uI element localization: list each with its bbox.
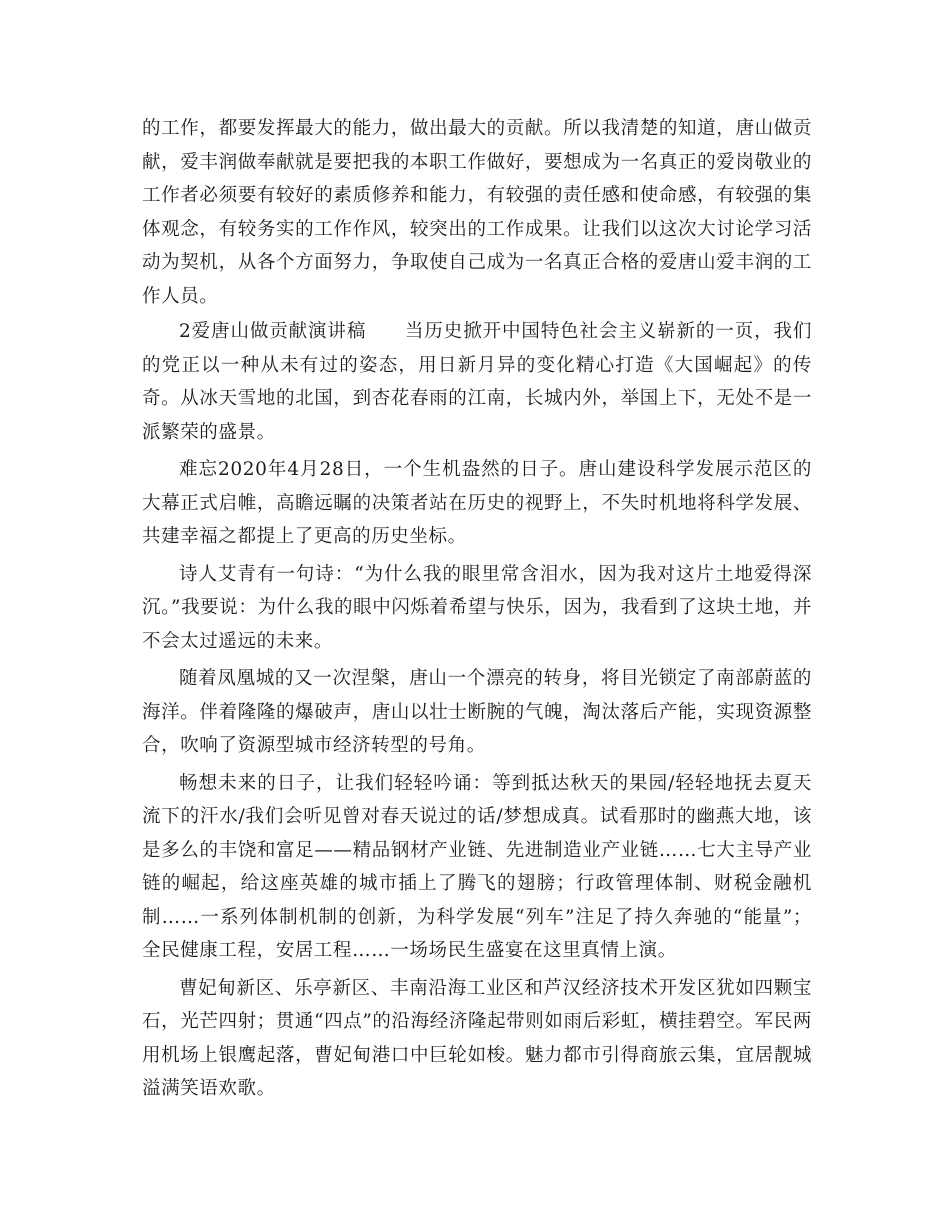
paragraph-2: 2爱唐山做贡献演讲稿 当历史掀开中国特色社会主义崭新的一页，我们的党正以一种从未有过的姿态，用日新月异的变化精心打造《大国崛起》的传奇。从冰天雪地的北国，到杏花春雨的江南，长城内外，举国上下，无处不是一派繁荣的盛景。: [142, 321, 812, 443]
paragraph-3: 难忘2020年4月28日，一个生机盎然的日子。唐山建设科学发展示范区的大幕正式启帷，高瞻远瞩的决策者站在历史的视野上，不失时机地将科学发展、共建幸福之都提上了更高的历史坐标。: [142, 459, 812, 547]
paragraph-5: 随着凤凰城的又一次涅槃，唐山一个漂亮的转身，将目光锁定了南部蔚蓝的海洋。伴着隆隆的爆破声，唐山以壮士断腕的气魄，淘汰落后产能，实现资源整合，吹响了资源型城市经济转型的号角。: [142, 668, 812, 756]
document-body: [142, 112, 812, 1106]
paragraph-6: 畅想未来的日子，让我们轻轻吟诵：等到抵达秋天的果园/轻轻地抚去夏天流下的汗水/我们会听见曾对春天说过的话/梦想成真。试看那时的幽燕大地，该是多么的丰饶和富足——精品钢材产业链、先进制造业产业链……七大主导产业链的崛起，给这座英雄的城市插上了腾飞的翅膀；行政管理体制、财税金融机制……一系列体制机制的创新，为科学发展“列车”注足了持久奔驰的“能量”；全民健康工程，安居工程……一场场民生盛宴在这里真情上演。: [142, 772, 812, 961]
paragraph-7: 曹妃甸新区、乐亭新区、丰南沿海工业区和芦汉经济技术开发区犹如四颗宝石，光芒四射；贯通“四点”的沿海经济隆起带则如雨后彩虹，横挂碧空。军民两用机场上银鹰起落，曹妃甸港口中巨轮如梭。魅力都市引得商旅云集，宜居靓城溢满笑语欢歌。: [142, 977, 812, 1099]
paragraph-1: 的工作，都要发挥最大的能力，做出最大的贡献。所以我清楚的知道，唐山做贡献，爱丰润做奉献就是要把我的本职工作做好，要想成为一名真正的爱岗敬业的工作者必须要有较好的素质修养和能力，有较强的责任感和使命感，有较强的集体观念，有较务实的工作作风，较突出的工作成果。让我们以这次大讨论学习活动为契机，从各个方面努力，争取使自己成为一名真正合格的爱唐山爱丰润的工作人员。: [142, 118, 812, 307]
paragraph-4: 诗人艾青有一句诗：“为什么我的眼里常含泪水，因为我对这片土地爱得深沉。”我要说：为什么我的眼中闪烁着希望与快乐，因为，我看到了这块土地，并不会太过遥远的未来。: [142, 563, 812, 652]
